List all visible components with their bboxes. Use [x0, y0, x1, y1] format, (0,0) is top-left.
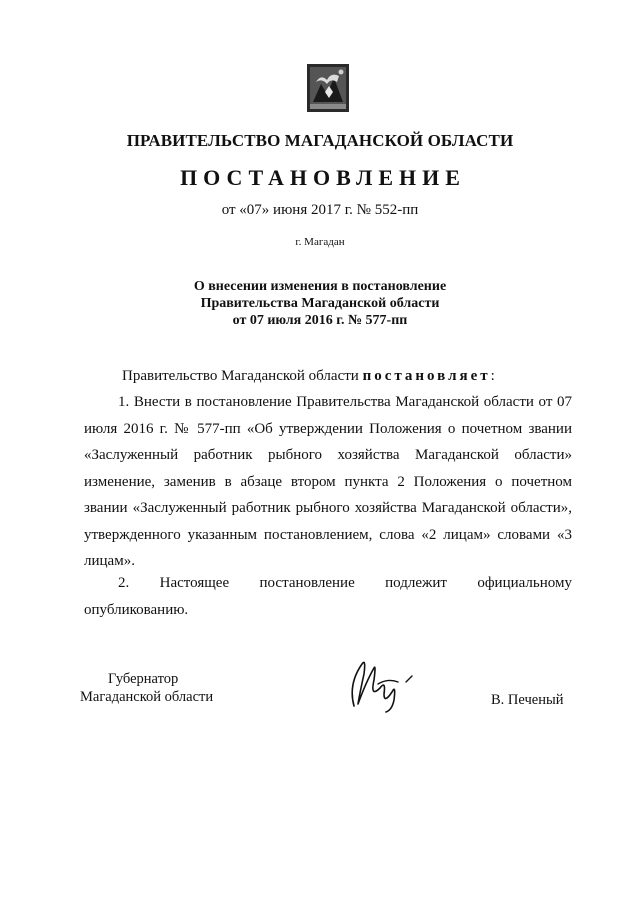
signatory-name: В. Печеный [491, 692, 564, 708]
preamble-text: Правительство Магаданской области [122, 368, 363, 384]
subject-line-2: Правительства Магаданской области [200, 296, 440, 311]
decree-subject [0, 278, 640, 329]
government-name: ПРАВИТЕЛЬСТВО МАГАДАНСКОЙ ОБЛАСТИ [126, 131, 514, 150]
position-line-2: Магаданской области [80, 689, 214, 705]
coat-of-arms-icon [307, 64, 349, 112]
city-line: г. Магадан [295, 236, 345, 248]
document-type-title: ПОСТАНОВЛЕНИЕ [180, 165, 466, 190]
decree-date-number: от «07» июня 2017 г. № 552-пп [221, 202, 419, 218]
preamble [122, 368, 495, 385]
subject-line-3: от 07 июля 2016 г. № 577-пп [232, 313, 408, 328]
signatory-position [80, 670, 213, 706]
preamble-colon: : [490, 368, 495, 384]
position-line-1: Губернатор [108, 671, 179, 687]
preamble-action: постановляет [362, 368, 491, 384]
handwritten-signature [340, 644, 430, 714]
subject-line-1: О внесении изменения в постановление [193, 279, 447, 294]
clause-1: 1. Внести в постановление Правительства Магаданской области от 07 июля 2016 г. № 577-пп «Об утверждении Положения о почетном звании «Заслуженный работник рыбного хозяйства Магаданской области» изменение, заменив в абзаце втором пункта 2 Положения о почетном звании «Заслуженный работник рыбного хозяйства Магаданской области», утвержденного указанным постановлением, слова «2 лицам» словами «3 лицам». [84, 394, 572, 569]
clause-2: 2. Настоящее постановление подлежит официальному опубликованию. [84, 575, 572, 618]
